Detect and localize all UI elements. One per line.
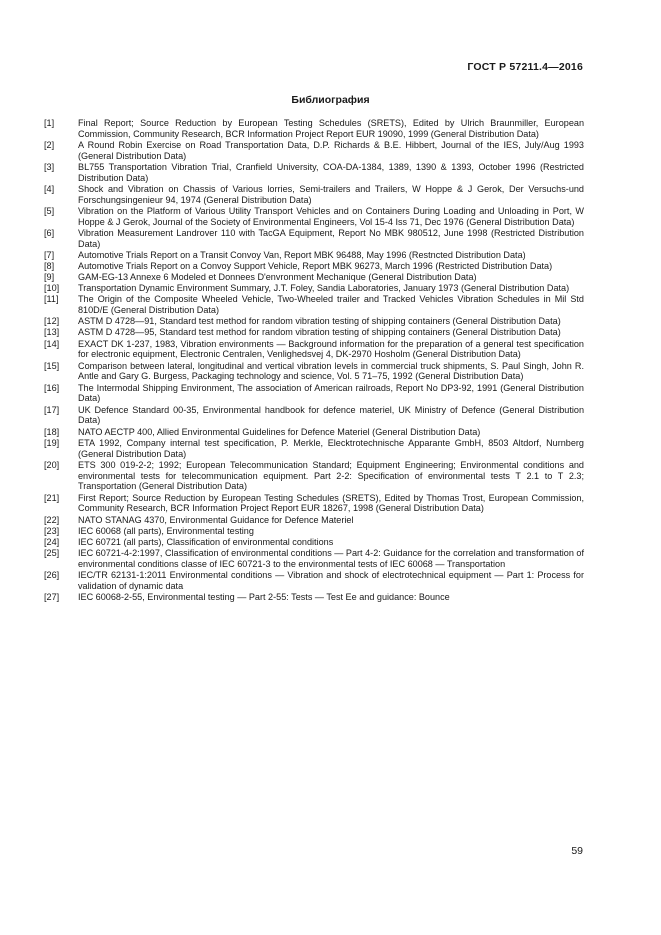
reference-text: Shock and Vibration on Chassis of Various lorries, Semi-trailers and Trailers, W Hoppe & J Gerok, Der Versuchs-und Forschungsingenieur 94, 1974 (General Distribution Data) <box>78 184 584 205</box>
reference-item <box>44 526 584 537</box>
reference-item <box>44 316 584 327</box>
reference-text: UK Defence Standard 00-35, Environmental handbook for defence materiel, UK Ministry of Defence (General Distribution Data) <box>78 404 584 426</box>
reference-item <box>44 427 584 438</box>
reference-item <box>44 327 584 338</box>
page-number: 59 <box>571 845 583 857</box>
reference-item <box>44 361 584 383</box>
reference-item <box>44 405 584 427</box>
reference-text: First Report; Source Reduction by European Testing Schedules (SRETS), Edited by Thomas Trost, European Commission, Community Research, BCR Information Project Report EUR 18267, 1998 (General Distribution Data) <box>78 492 584 514</box>
reference-number: [15] <box>44 360 60 371</box>
reference-text: ASTM D 4728—91, Standard test method for random vibration testing of shipping containers (General Distribution Data) <box>78 316 561 327</box>
reference-item <box>44 515 584 526</box>
reference-text: GAM-EG-13 Annexe 6 Modeled et Donnees D'envronment Mechanique (General Distribution Data) <box>78 272 477 283</box>
bibliography-list <box>44 118 584 603</box>
document-header: ГОСТ Р 57211.4—2016 <box>467 61 583 73</box>
reference-item <box>44 383 584 405</box>
reference-number: [26] <box>44 569 60 580</box>
reference-item <box>44 250 584 261</box>
reference-item <box>44 592 584 603</box>
reference-text: Vibration Measurement Landrover 110 with TacGA Equipment, Report No MBK 980512, June 1998 (Restricted Distribution Data) <box>78 228 584 249</box>
reference-number: [7] <box>44 250 55 260</box>
reference-text: NATO AECTP 400, Allied Environmental Guidelines for Defence Materiel (General Distribution Data) <box>78 426 481 437</box>
reference-number: [10] <box>44 283 60 294</box>
reference-item <box>44 460 584 493</box>
reference-number: [27] <box>44 591 60 602</box>
reference-number: [9] <box>44 272 55 283</box>
reference-text: BL755 Transportation Vibration Trial, Cranfield University, COA-DA-1384, 1389, 1390 & 1393, October 1996 (Restricted Distribution Data) <box>78 162 584 183</box>
reference-text: IEC 60721 (all parts), Classification of environmental conditions <box>78 536 334 547</box>
reference-text: Transportation Dynamic Environment Summary, J.T. Foley, Sandia Laboratories, January 1973 (General Distribution Data) <box>78 283 570 294</box>
reference-number: [17] <box>44 404 60 415</box>
reference-number: [5] <box>44 206 55 216</box>
reference-number: [3] <box>44 162 55 172</box>
reference-text: The Origin of the Composite Wheeled Vehicle, Two-Wheeled trailer and Tracked Vehicles Vibration Schedules in Mil Std 810D/E (General Distribution Data) <box>78 294 584 316</box>
reference-number: [19] <box>44 437 60 448</box>
reference-number: [8] <box>44 261 55 272</box>
reference-item <box>44 206 584 228</box>
page-title: Библиография <box>291 94 370 106</box>
reference-text: IEC 60721-4-2:1997, Classification of environmental conditions — Part 4-2: Guidance for the correlation and transformation of environmental conditions classe of IEC 60721-3 to the environmental tests of IEC 60068 — Transportation <box>78 547 584 569</box>
reference-number: [24] <box>44 536 60 547</box>
reference-number: [25] <box>44 547 60 558</box>
reference-text: ASTM D 4728—95, Standard test method for random vibration testing of shipping containers (General Distribution Data) <box>78 327 561 338</box>
reference-number: [11] <box>44 294 59 305</box>
reference-number: [20] <box>44 459 60 470</box>
reference-number: [21] <box>44 492 60 503</box>
reference-text: NATO STANAG 4370, Environmental Guidance for Defence Materiel <box>78 514 354 525</box>
reference-item <box>44 537 584 548</box>
reference-text: Comparison between lateral, longitudinal and vertical vibration levels in commercial truck shipments, S. Paul Singh, John R. Antle and Gary G. Burgess, Packaging technology and science, Vol. 5 71–75, 1992 (General Distribution Data) <box>78 360 584 382</box>
reference-number: [12] <box>44 316 60 327</box>
reference-item <box>44 294 584 316</box>
reference-number: [18] <box>44 426 60 437</box>
reference-text: ETS 300 019-2-2; 1992; European Telecommunication Standard; Equipment Engineering; Environmental conditions and environmental tests for telecommunication equipment. Part 2-2: Specification of environmental tests T 2.1 to T 2.3; Transportation (General Distribution Data) <box>78 459 584 492</box>
reference-text: Final Report; Source Reduction by European Testing Schedules (SRETS), Edited by Ulrich Braunmiller, European Commission, Community Research, BCR Information Project Report EUR 19090, 1999 (General Distribution Data) <box>78 118 584 139</box>
reference-item <box>44 261 584 272</box>
reference-item <box>44 493 584 515</box>
reference-item <box>44 184 584 206</box>
reference-text: Vibration on the Platform of Various Utility Transport Vehicles and on Containers During Loading and Unloading in Port, W Hoppe & J Gerok, Journal of the Society of Environmental Engineers, Vol 15-4 Iss 71, Dec 1976 (General Distribution Data) <box>78 206 584 227</box>
reference-item <box>44 228 584 250</box>
reference-text: EXACT DK 1-237, 1983, Vibration environments — Background information for the preparation of a general test specification for electronic equipment, Electronic Centralen, Venlighedsvej 4, DK-2970 Hosholm (General Distribution Data) <box>78 338 584 360</box>
reference-text: IEC/TR 62131-1:2011 Environmental conditions — Vibration and shock of electrotechnical equipment — Part 1: Process for validation of dynamic data <box>78 569 584 591</box>
reference-number: [16] <box>44 382 60 393</box>
reference-item <box>44 548 584 570</box>
reference-number: [1] <box>44 118 55 128</box>
reference-number: [4] <box>44 184 55 194</box>
reference-item <box>44 438 584 460</box>
reference-number: [23] <box>44 525 60 536</box>
reference-text: The Intermodal Shipping Environment, The association of American railroads, Report No DP3-92, 1991 (General Distribution Data) <box>78 382 584 404</box>
reference-item <box>44 339 584 361</box>
reference-number: [22] <box>44 514 60 525</box>
reference-text: Automotive Trials Report on a Convoy Support Vehicle, Report MBK 96273, March 1996 (Restricted Distribution Data) <box>78 261 553 272</box>
reference-text: IEC 60068-2-55, Environmental testing — Part 2-55: Tests — Test Ee and guidance: Bounce <box>78 591 450 602</box>
reference-item <box>44 118 584 140</box>
reference-text: ETA 1992, Company internal test specification, P. Merkle, Elecktrotechnische Apparante GmbH, 8503 Altdorf, Nurnberg (General Distribution Data) <box>78 437 584 459</box>
reference-item <box>44 283 584 294</box>
reference-text: Automotive Trials Report on a Transit Convoy Van, Report MBK 96488, May 1996 (Restncted Distribution Data) <box>78 250 526 260</box>
reference-number: [14] <box>44 338 60 349</box>
reference-item <box>44 162 584 184</box>
reference-text: A Round Robin Exercise on Road Transportation Data, D.P. Richards & B.E. Hibbert, Journal of the IES, July/Aug 1993 (General Distribution Data) <box>78 140 584 161</box>
reference-number: [13] <box>44 327 60 338</box>
reference-number: [2] <box>44 140 55 150</box>
reference-item <box>44 272 584 283</box>
reference-text: IEC 60068 (all parts), Environmental testing <box>78 525 254 536</box>
reference-item <box>44 140 584 162</box>
reference-item <box>44 570 584 592</box>
reference-number: [6] <box>44 228 55 238</box>
